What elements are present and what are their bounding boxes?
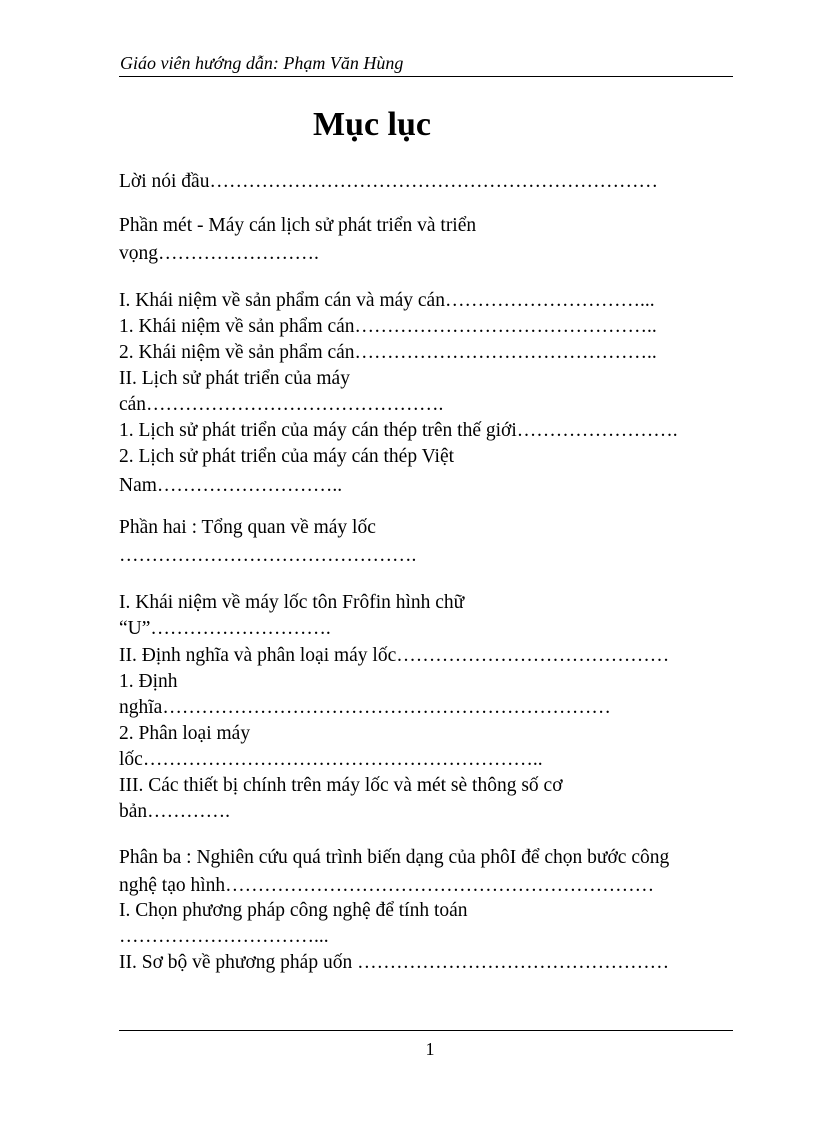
toc-entry-part-three-cont: nghệ tạo hình………………………………………………………… [119, 875, 655, 896]
toc-entry-3-II: II. Sơ bộ về phương pháp uốn ………………………………………… [119, 952, 670, 973]
toc-entry-preface: Lời nói đầu…………………………………………………………… [119, 171, 658, 192]
toc-entry-2-I-cont: “U”………………………. [119, 618, 331, 639]
toc-entry-1-I-1: 1. Khái niệm về sản phẩm cán……………………………………….. [119, 316, 657, 337]
advisor-header: Giáo viên hướng dẫn: Phạm Văn Hùng [120, 53, 404, 73]
toc-entry-part-two: Phần hai : Tổng quan về máy lốc [119, 517, 376, 538]
toc-entry-2-II-2-cont: lốc…………………………………………………….. [119, 749, 543, 770]
toc-entry-2-II: II. Định nghĩa và phân loại máy lốc…………………………………… [119, 645, 670, 666]
toc-entry-1-II-2-cont: Nam……………………….. [119, 475, 343, 496]
page-number: 1 [425, 1039, 435, 1059]
toc-entry-3-I: I. Chọn phương pháp công nghệ để tính toán [119, 900, 468, 921]
toc-entry-2-III: III. Các thiết bị chính trên máy lốc và mét sè thông số cơ [119, 775, 563, 796]
header-divider [119, 76, 733, 77]
toc-entry-1-II-1: 1. Lịch sử phát triển của máy cán thép trên thế giới……………………. [119, 420, 678, 441]
toc-entry-1-II-2: 2. Lịch sử phát triển của máy cán thép Việt [119, 446, 455, 467]
toc-entry-1-II-cont: cán………………………………………. [119, 394, 444, 415]
toc-entry-part-two-cont: ………………………………………. [119, 545, 417, 566]
toc-entry-part-three: Phân ba : Nghiên cứu quá trình biến dạng của phôI để chọn bước công [119, 847, 670, 868]
toc-entry-2-II-2: 2. Phân loại máy [119, 723, 251, 744]
toc-entry-2-I: I. Khái niệm về máy lốc tôn Frôfin hình chữ [119, 592, 465, 613]
toc-entry-2-II-1: 1. Định [119, 671, 178, 692]
toc-entry-part-one-cont: vọng……………………. [119, 243, 319, 264]
toc-entry-1-I: I. Khái niệm về sản phẩm cán và máy cán…………………………... [119, 290, 655, 311]
toc-entry-2-III-cont: bản…………. [119, 801, 231, 822]
toc-entry-1-I-2: 2. Khái niệm về sản phẩm cán……………………………………….. [119, 342, 657, 363]
toc-entry-1-II: II. Lịch sử phát triển của máy [119, 368, 350, 389]
footer-divider [119, 1030, 733, 1031]
page-title: Mục lục [312, 106, 432, 143]
toc-entry-3-I-cont: …………………………... [119, 926, 329, 947]
toc-entry-2-II-1-cont: nghĩa…………………………………………………………… [119, 697, 611, 718]
toc-entry-part-one: Phần mét - Máy cán lịch sử phát triển và triển [119, 215, 477, 236]
